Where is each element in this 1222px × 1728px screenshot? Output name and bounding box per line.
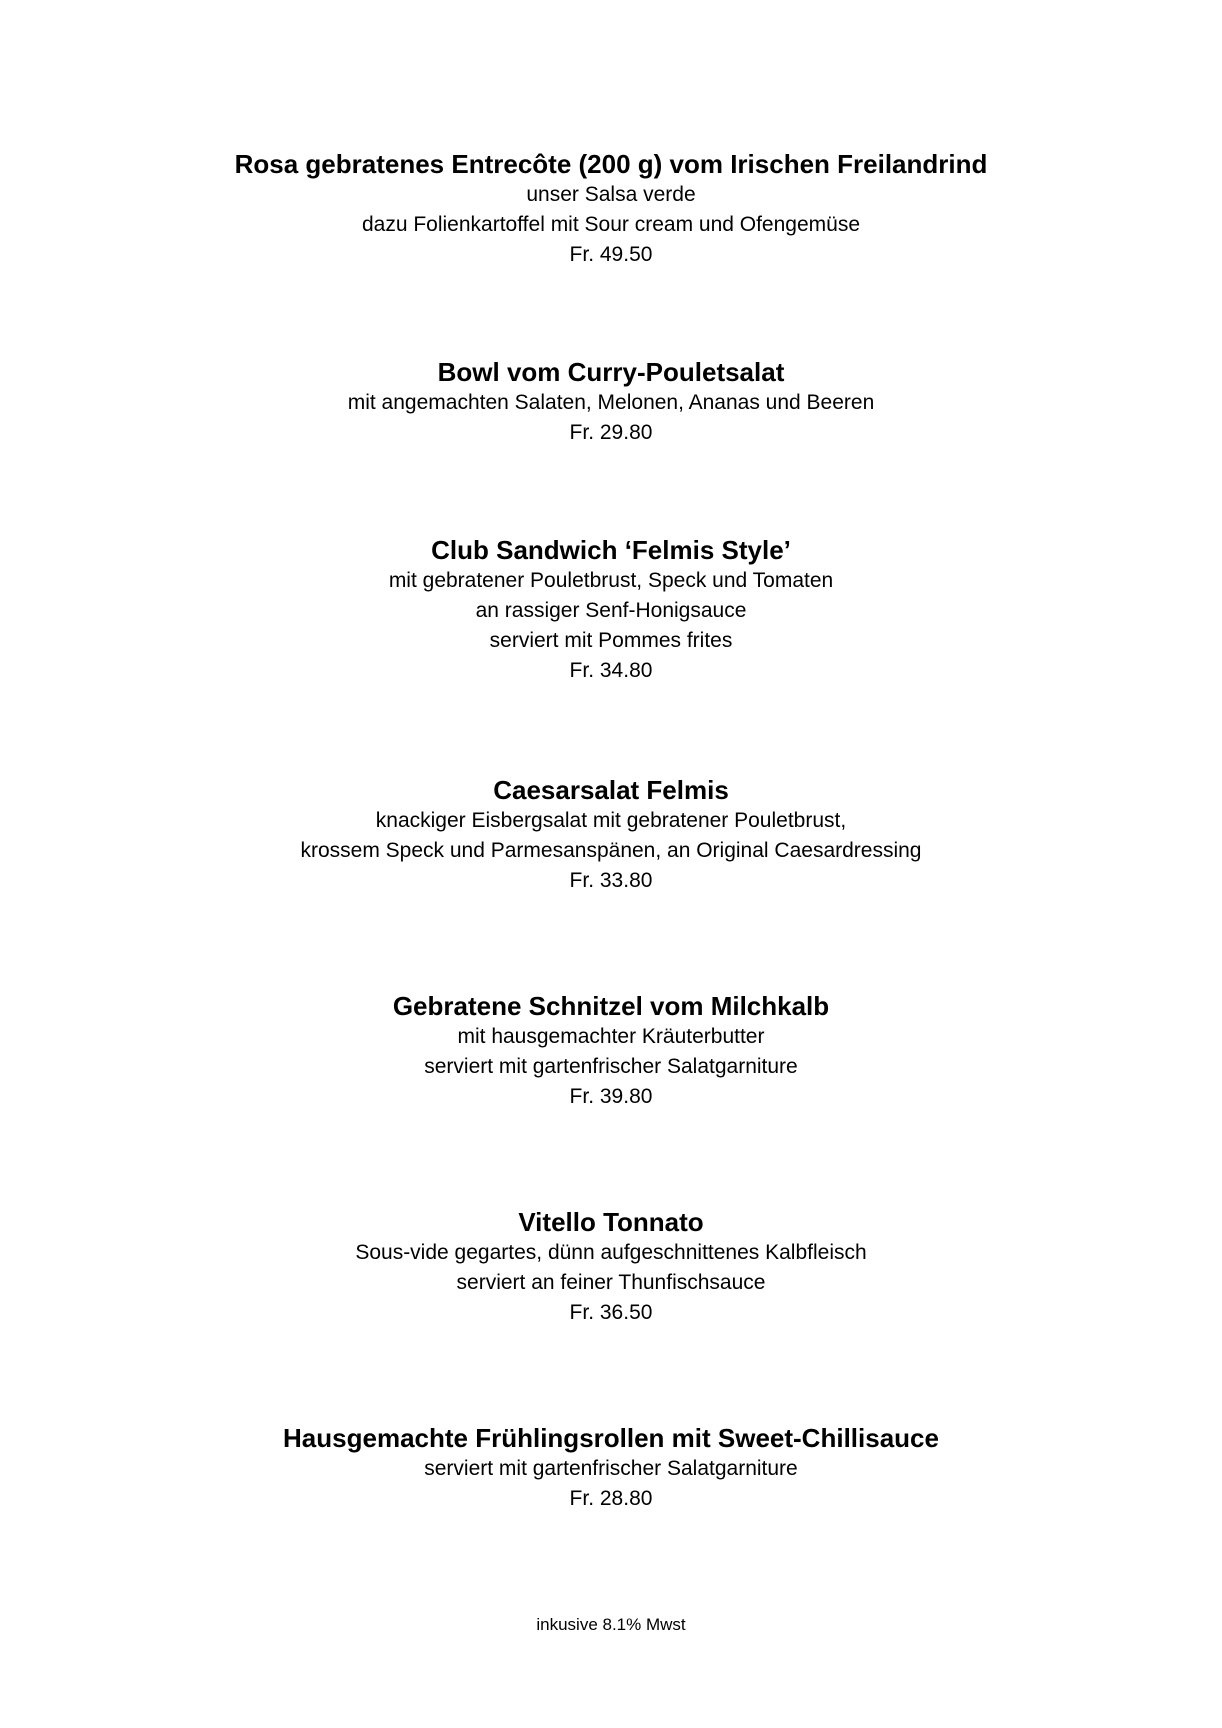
- dish-price: Fr. 36.50: [569, 1301, 653, 1324]
- dish-description-line: Sous-vide gegartes, dünn aufgeschnittenes Kalbfleisch: [355, 1241, 867, 1264]
- dish-description-line: unser Salsa verde: [526, 183, 696, 206]
- dish-fruehlingsrollen: [0, 1422, 1222, 1514]
- dish-price: Fr. 34.80: [569, 659, 653, 682]
- vat-note: inkusive 8.1% Mwst: [536, 1615, 686, 1634]
- dish-caesarsalat: [0, 774, 1222, 896]
- dish-description-line: serviert an feiner Thunfischsauce: [456, 1271, 766, 1294]
- dish-title: Vitello Tonnato: [518, 1207, 704, 1237]
- dish-title: Rosa gebratenes Entrecôte (200 g) vom Irischen Freilandrind: [234, 149, 988, 179]
- dish-description-line: serviert mit gartenfrischer Salatgarniture: [424, 1457, 798, 1480]
- dish-description-line: mit hausgemachter Kräuterbutter: [457, 1025, 765, 1048]
- dish-description-line: mit angemachten Salaten, Melonen, Ananas und Beeren: [347, 391, 875, 414]
- dish-schnitzel: [0, 990, 1222, 1112]
- dish-price: Fr. 39.80: [569, 1085, 653, 1108]
- dish-price: Fr. 29.80: [569, 421, 653, 444]
- dish-description-line: serviert mit gartenfrischer Salatgarniture: [424, 1055, 798, 1078]
- dish-entrecote: [0, 148, 1222, 270]
- dish-description-line: knackiger Eisbergsalat mit gebratener Pouletbrust,: [375, 809, 847, 832]
- dish-curry-bowl: [0, 356, 1222, 448]
- dish-title: Club Sandwich ‘Felmis Style’: [431, 535, 791, 565]
- dish-price: Fr. 28.80: [569, 1487, 653, 1510]
- dish-title: Caesarsalat Felmis: [493, 775, 729, 805]
- dish-title: Bowl vom Curry-Pouletsalat: [437, 357, 785, 387]
- dish-description-line: krossem Speck und Parmesanspänen, an Original Caesardressing: [300, 839, 922, 862]
- dish-description-line: serviert mit Pommes frites: [489, 629, 733, 652]
- dish-description-line: an rassiger Senf-Honigsauce: [475, 599, 747, 622]
- dish-title: Gebratene Schnitzel vom Milchkalb: [392, 991, 830, 1021]
- dish-vitello-tonnato: [0, 1206, 1222, 1328]
- dish-price: Fr. 49.50: [569, 243, 653, 266]
- dish-description-line: dazu Folienkartoffel mit Sour cream und Ofengemüse: [361, 213, 861, 236]
- dish-price: Fr. 33.80: [569, 869, 653, 892]
- dish-title: Hausgemachte Frühlingsrollen mit Sweet-Chillisauce: [283, 1423, 939, 1453]
- dish-description-line: mit gebratener Pouletbrust, Speck und Tomaten: [388, 569, 834, 592]
- dish-club-sandwich: [0, 534, 1222, 686]
